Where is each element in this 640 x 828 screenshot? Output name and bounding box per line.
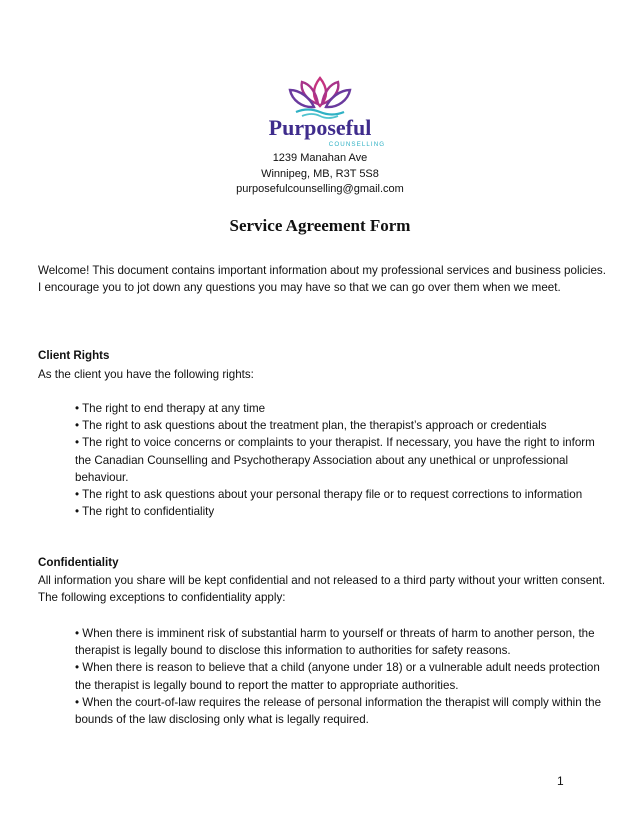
section-heading-client-rights: Client Rights (38, 349, 110, 362)
intro-paragraph: Welcome! This document contains important information about my professional services and business policies. I encourage you to jot down any questions you may have so that we can go over them when we meet. (38, 264, 606, 295)
list-item: • The right to voice concerns or complaints to your therapist. If necessary, you have the right to inform the Canadian Counselling and Psychotherapy Association about any unethical or unprofessional behaviour. (75, 436, 595, 484)
page-number: 1 (557, 774, 564, 788)
list-item: • When there is reason to believe that a child (anyone under 18) or a vulnerable adult needs protection the therapist is legally bound to report the matter to appropriate authorities. (75, 661, 600, 692)
list-item: • When there is imminent risk of substantial harm to yourself or threats of harm to another person, the therapist is legally bound to disclose this information to authorities for safety reasons. (75, 627, 595, 658)
brand-sub: COUNSELLING (328, 141, 386, 148)
brand-name: Purposeful (268, 115, 372, 140)
purposeful-logo (256, 74, 386, 152)
list-item: • The right to ask questions about the treatment plan, the therapist’s approach or credentials (75, 419, 547, 433)
client-rights-list (75, 400, 610, 520)
list-item: • The right to ask questions about your personal therapy file or to request corrections to information (75, 488, 583, 502)
list-item: • When the court-of-law requires the release of personal information the therapist will comply within the bounds of the law disclosing only what is legally required. (75, 695, 602, 727)
confidentiality-lead: All information you share will be kept confidential and not released to a third party without your written consent. The following exceptions to confidentiality apply: (38, 574, 606, 605)
confidentiality-list (75, 625, 610, 728)
contact-email: purposefulcounselling@gmail.com (236, 183, 404, 195)
document-title: Service Agreement Form (229, 216, 411, 235)
list-item: • The right to confidentiality (75, 505, 215, 519)
address-line-2: Winnipeg, MB, R3T 5S8 (261, 167, 379, 180)
lotus-logo-icon (256, 74, 386, 152)
client-rights-lead: As the client you have the following rights: (38, 368, 254, 381)
section-heading-confidentiality: Confidentiality (38, 556, 119, 569)
address-line-1: 1239 Manahan Ave (272, 152, 368, 164)
list-item: • The right to end therapy at any time (75, 402, 266, 415)
